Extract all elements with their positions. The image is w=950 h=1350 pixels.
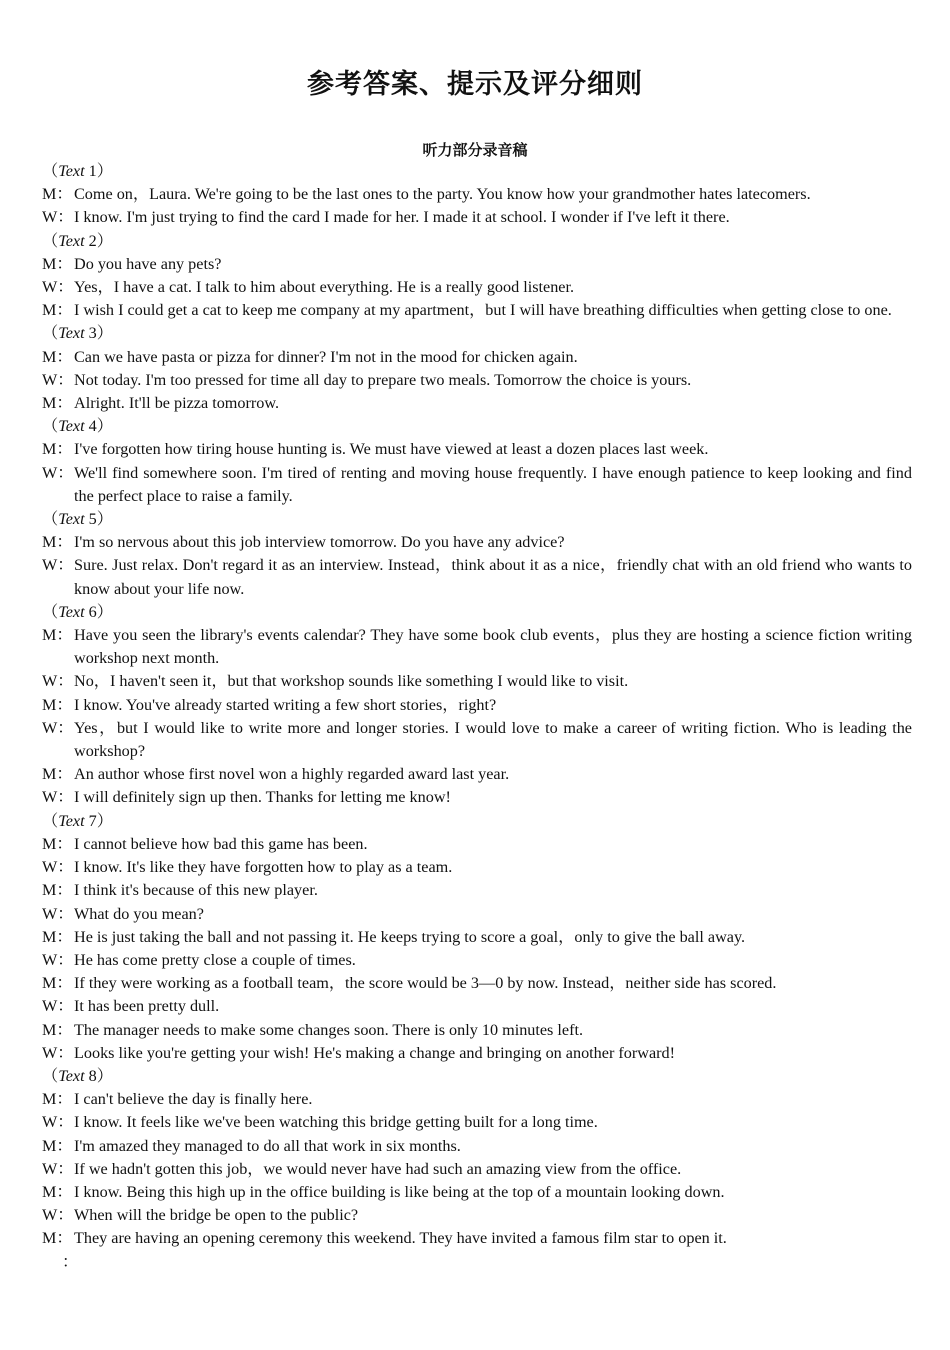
dialogue-line [42,926,912,949]
dialogue-line [42,717,912,763]
line-text: Sure. Just relax. Don't regard it as an interview. Instead，think about it as a nice，friendly chat with an old friend who wants to know about your life now. [74,556,912,598]
line-text: When will the bridge be open to the public? [74,1206,359,1225]
dialogue-line [42,253,912,276]
text-label: （Text 7） [42,811,113,830]
line-text: Yes，I have a cat. I talk to him about everything. He is a really good listener. [74,278,575,297]
line-text: I wish I could get a cat to keep me company at my apartment，but I will have breathing difficulties when getting close to one. [74,301,892,320]
dialogue-line [42,833,912,856]
line-text: I know. You've already started writing a few short stories，right? [74,695,497,714]
page-title: 参考答案、提示及评分细则 [307,69,643,100]
dialogue-line [42,299,912,322]
line-text: Yes，but I would like to write more and longer stories. I would love to make a career of writing fiction. Who is leading the workshop? [74,718,912,761]
dialogue-line [42,438,912,461]
line-text: Not today. I'm too pressed for time all day to prepare two meals. Tomorrow the choice is yours. [74,370,692,389]
speaker-label: W： [42,904,74,923]
text-label: （Text 3） [42,324,113,343]
line-text: I know. Being this high up in the office building is like being at the top of a mountain looking down. [74,1182,725,1201]
dialogue-line [42,554,912,600]
text-label-word: Text [58,602,85,621]
transcript [42,160,912,1274]
dialogue-line [42,392,912,415]
line-text: Looks like you're getting your wish! He's making a change and bringing on another forward! [74,1043,676,1062]
line-text: He has come pretty close a couple of times. [74,950,356,969]
speaker-label: M： [42,974,73,993]
speaker-label: W： [42,1206,74,1225]
dialogue-line [42,1111,912,1134]
line-text: It has been pretty dull. [74,997,220,1016]
speaker-label: M： [42,347,73,366]
section-title: 听力部分录音稿 [422,141,528,159]
dialogue-line [42,1135,912,1158]
text-label-number: 3 [88,324,97,343]
dialogue-line [42,462,912,508]
dialogue-line [42,879,912,902]
speaker-label: W： [42,788,74,807]
text-label-word: Text [58,231,85,250]
speaker-label: M： [42,834,73,853]
speaker-label: M： [42,927,73,946]
line-text: Can we have pasta or pizza for dinner? I'm not in the mood for chicken again. [74,347,578,366]
line-text: Do you have any pets? [74,254,222,273]
speaker-label: M： [42,254,73,273]
line-text: Come on，Laura. We're going to be the last ones to the party. You know how your grandmother hates latecomers. [74,185,811,204]
speaker-label: M： [42,881,73,900]
line-text: I know. It feels like we've been watching this bridge getting built for a long time. [74,1113,598,1132]
speaker-label: M： [42,185,73,204]
speaker-label: M： [42,533,73,552]
speaker-label: W： [42,672,74,691]
text-label-number: 6 [88,602,97,621]
speaker-label: W： [42,1113,74,1132]
dialogue-line [42,369,912,392]
line-text: The manager needs to make some changes soon. There is only 10 minutes left. [74,1020,584,1039]
line-text: He is just taking the ball and not passing it. He keeps trying to score a goal，only to give the ball away. [74,927,746,946]
speaker-label: W： [42,208,74,227]
text-label-number: 1 [88,162,97,180]
dialogue-line [42,346,912,369]
line-text: We'll find somewhere soon. I'm tired of renting and moving house frequently. I have enough patience to keep looking and find the perfect place to raise a family. [74,463,912,505]
dialogue-line [42,276,912,299]
dialogue-line [42,1019,912,1042]
line-text: No，I haven't seen it，but that workshop sounds like something I would like to visit. [74,672,629,691]
line-text: I know. I'm just trying to find the card I made for her. I made it at school. I wonder if I've left it there. [74,208,730,227]
text-label-word: Text [58,811,85,830]
dialogue-line [42,624,912,670]
text-label-word: Text [58,417,85,436]
speaker-label: W： [42,370,74,389]
dialogue-line [42,1227,912,1250]
text-label-word: Text [58,510,85,529]
line-text: What do you mean? [74,904,204,923]
line-text: I'm amazed they managed to do all that work in six months. [74,1136,461,1155]
line-text: They are having an opening ceremony this weekend. They have invited a famous film star to open it. [74,1229,727,1248]
speaker-label: W： [42,997,74,1016]
speaker-label: W： [42,858,74,877]
speaker-label: M： [42,440,73,459]
dialogue-line [42,1088,912,1111]
speaker-label: W： [42,463,74,482]
line-text: I cannot believe how bad this game has been. [74,834,368,853]
dialogue-line [42,1042,912,1065]
text-label: （Text 6） [42,602,113,621]
text-label-number: 8 [88,1066,97,1085]
speaker-label: M： [42,1020,73,1039]
dialogue-line [42,694,912,717]
line-text: Alright. It'll be pizza tomorrow. [74,394,280,413]
text-label-number: 7 [88,811,97,830]
line-text: If we hadn't gotten this job，we would never have had such an amazing view from the office. [74,1159,682,1178]
line-text: Have you seen the library's events calendar? They have some book club events，plus they are hosting a science fiction writing workshop next month. [74,626,912,668]
line-text: I know. It's like they have forgotten how to play as a team. [74,858,453,877]
speaker-label: W： [42,1159,74,1178]
text-label-word: Text [58,1066,85,1085]
dialogue-line [42,763,912,786]
dialogue-line [42,183,912,206]
speaker-label: M： [42,1229,73,1248]
text-label: （Text 4） [42,417,113,436]
line-text: I've forgotten how tiring house hunting is. We must have viewed at least a dozen places last week. [74,440,709,459]
speaker-label: M： [42,1136,73,1155]
dialogue-line [42,949,912,972]
line-text: I think it's because of this new player. [74,881,318,900]
text-label-number: 4 [88,417,97,436]
text-label: （Text 2） [42,231,113,250]
speaker-label: W： [42,950,74,969]
speaker-label: M： [42,301,73,320]
speaker-label: W： [42,718,74,737]
speaker-label: M： [42,626,73,645]
text-label: （Text 1） [42,162,113,180]
text-label-number: 5 [88,510,97,529]
dialogue-line [42,531,912,554]
dialogue-line [42,1181,912,1204]
dialogue-line [42,903,912,926]
line-text: I will definitely sign up then. Thanks for letting me know! [74,788,451,807]
text-label-word: Text [58,324,85,343]
trailing-mark: ： [62,1252,79,1271]
speaker-label: M： [42,765,73,784]
speaker-label: W： [42,556,74,575]
line-text: I'm so nervous about this job interview tomorrow. Do you have any advice? [74,533,565,552]
speaker-label: M： [42,695,73,714]
dialogue-line [42,972,912,995]
dialogue-line [42,206,912,229]
speaker-label: M： [42,1182,73,1201]
text-label-number: 2 [88,231,97,250]
dialogue-line [42,1158,912,1181]
text-label-word: Text [58,162,85,180]
speaker-label: M： [42,1090,73,1109]
dialogue-line [42,995,912,1018]
line-text: If they were working as a football team，the score would be 3—0 by now. Instead，neither side has scored. [74,974,777,993]
line-text: An author whose first novel won a highly regarded award last year. [74,765,510,784]
text-label: （Text 8） [42,1066,113,1085]
text-label: （Text 5） [42,510,113,529]
speaker-label: W： [42,1043,74,1062]
speaker-label: W： [42,278,74,297]
dialogue-line [42,670,912,693]
dialogue-line [42,1204,912,1227]
dialogue-line [42,786,912,809]
line-text: I can't believe the day is finally here. [74,1090,313,1109]
dialogue-line [42,856,912,879]
speaker-label: M： [42,394,73,413]
